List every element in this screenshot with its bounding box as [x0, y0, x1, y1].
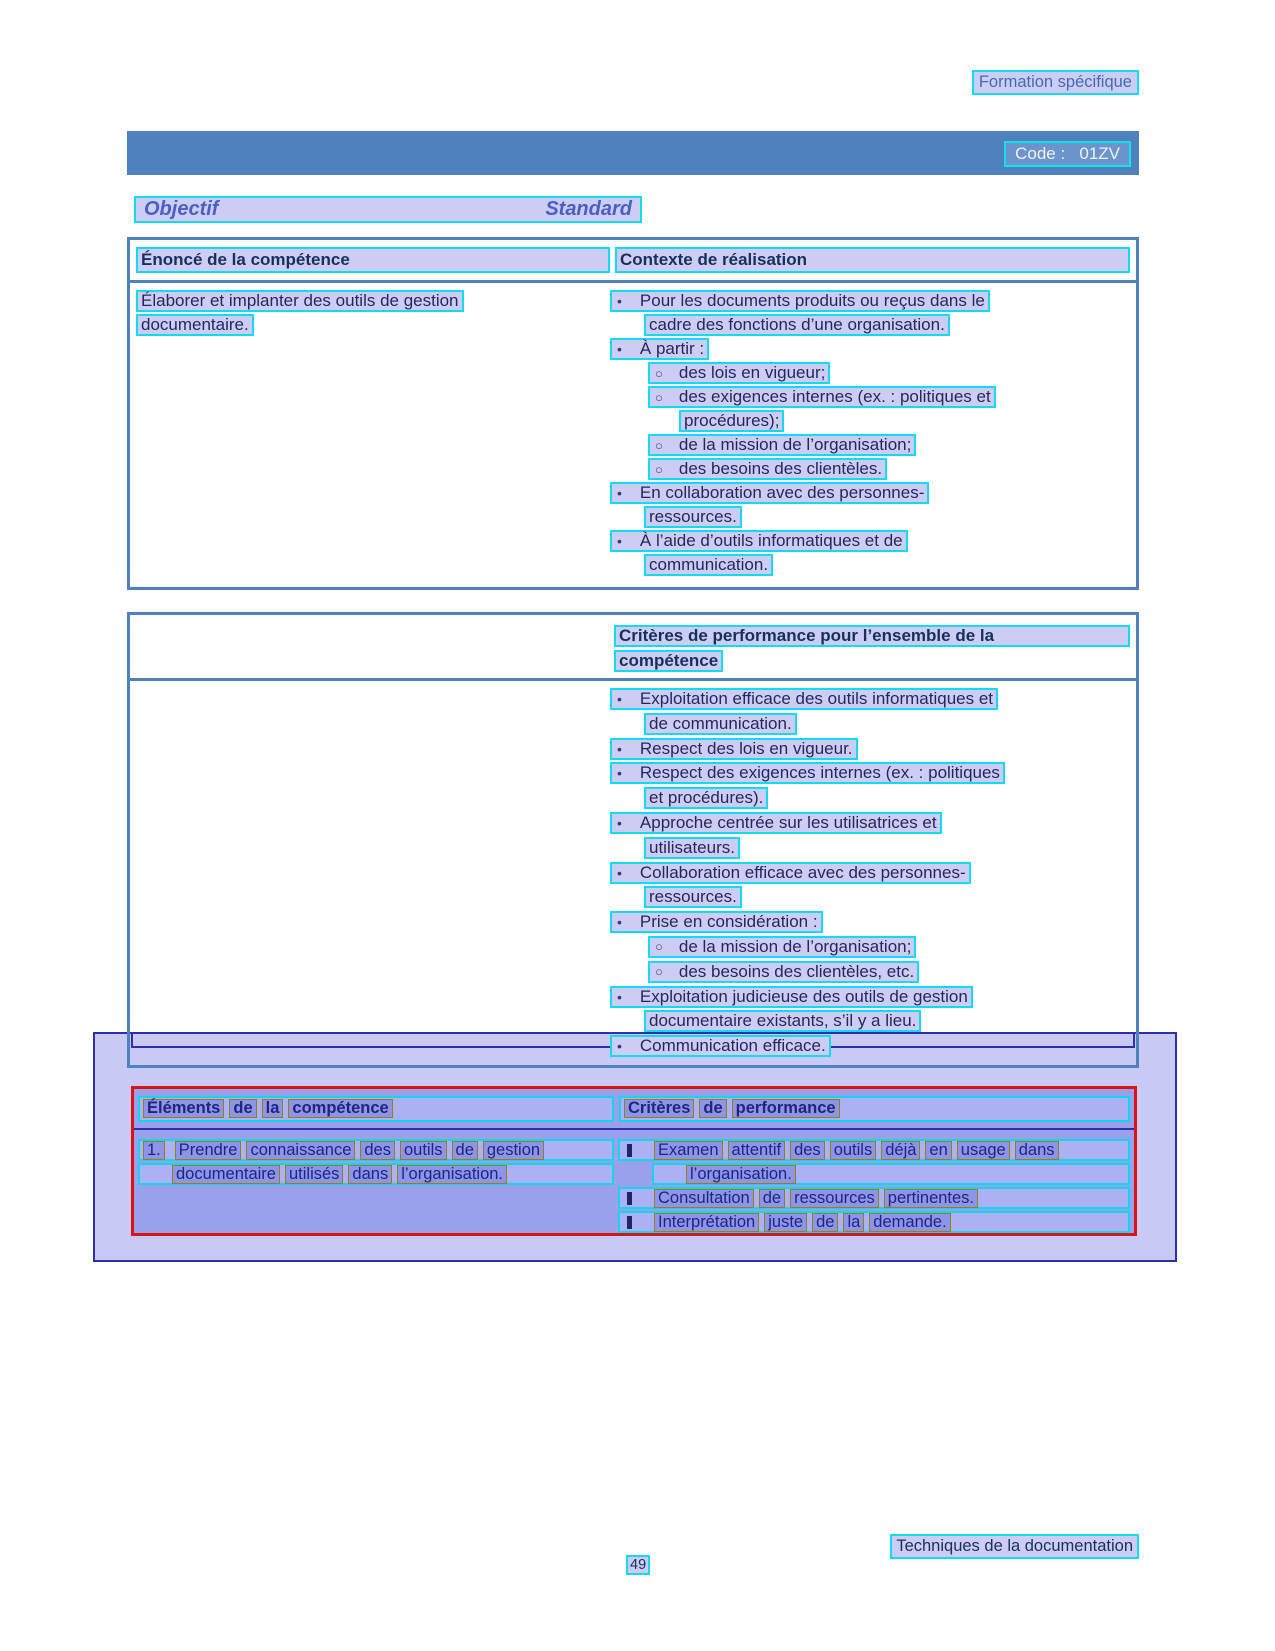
- list-line: [610, 812, 1130, 837]
- bullet-icon: •: [617, 341, 622, 357]
- word-box: l’organisation.: [686, 1165, 796, 1184]
- table-enonce-contexte: [127, 237, 1139, 590]
- word-box: compétence: [288, 1099, 392, 1118]
- text: À l’aide d’outils informatiques et de: [639, 531, 903, 550]
- list-line: [644, 314, 1130, 338]
- table2-header-row: [130, 615, 1136, 681]
- text-highlight: [679, 410, 784, 432]
- text: Exploitation judicieuse des outils de gestion: [639, 986, 968, 1006]
- word-box: de: [452, 1141, 478, 1160]
- word-box: Éléments: [143, 1099, 224, 1118]
- bullet-icon: •: [617, 485, 622, 501]
- objectif-standard-band: [134, 196, 642, 223]
- text-highlight: [652, 1163, 1130, 1185]
- text: À partir :: [639, 339, 705, 358]
- bullet-icon: •: [617, 814, 622, 831]
- text-highlight: [644, 837, 740, 859]
- bullet-icon: •: [617, 914, 622, 931]
- list-line: [648, 961, 1130, 986]
- table2-body: [130, 681, 1136, 1060]
- word-box: Critères: [624, 1099, 694, 1118]
- text: de la mission de l’organisation;: [678, 936, 912, 956]
- table2-cell-left-empty: [136, 688, 610, 1060]
- list-line: [618, 1139, 1130, 1163]
- table1-header-row: [130, 240, 1136, 283]
- list-line: [614, 625, 1130, 650]
- list-line: [610, 738, 1130, 763]
- word-box: gestion: [483, 1141, 544, 1160]
- bullet-icon: •: [617, 864, 622, 881]
- table3-cell-element: [138, 1139, 614, 1235]
- bullet-icon: [627, 1192, 632, 1205]
- text: cadre des fonctions d’une organisation.: [649, 315, 945, 334]
- word-box: déjà: [881, 1141, 920, 1160]
- table3-header-right: [619, 1096, 1130, 1122]
- text: Pour les documents produits ou reçus dans le: [639, 291, 985, 310]
- text-highlight: [136, 290, 464, 312]
- word-box: Consultation: [654, 1189, 754, 1208]
- standard-label: Standard: [545, 198, 632, 220]
- list-line: [648, 434, 1130, 458]
- list-line: [679, 410, 1130, 434]
- list-line: [644, 554, 1130, 578]
- text: utilisateurs.: [649, 837, 735, 857]
- table2-header-right: [614, 625, 1130, 678]
- text: des lois en vigueur;: [678, 363, 826, 382]
- text-highlight: [610, 911, 823, 933]
- list-line: [610, 338, 1130, 362]
- text-highlight: [138, 1139, 614, 1161]
- list-line: [610, 482, 1130, 506]
- word-box: de: [812, 1213, 838, 1232]
- objectif-label: Objectif: [144, 198, 219, 220]
- word-box: performance: [732, 1099, 840, 1118]
- bullet-icon: ○: [655, 939, 663, 955]
- table1-cell-contexte: [610, 290, 1130, 578]
- list-line: [648, 386, 1130, 410]
- text: Approche centrée sur les utilisatrices et: [639, 812, 937, 832]
- list-line: [648, 936, 1130, 961]
- text-highlight: [644, 314, 950, 336]
- list-line: [610, 762, 1130, 787]
- word-box: de: [759, 1189, 785, 1208]
- text-highlight: [610, 762, 1005, 784]
- word-box: dans: [348, 1165, 392, 1184]
- text-highlight: [648, 434, 916, 456]
- text-highlight: [610, 986, 973, 1008]
- table1-header-left: Énoncé de la compétence: [136, 247, 610, 273]
- table3-header-row: [134, 1089, 1134, 1130]
- text: des besoins des clientèles, etc.: [678, 961, 915, 981]
- text-highlight: [644, 787, 768, 809]
- text: et procédures).: [649, 788, 764, 808]
- table2-header-line2: compétence: [614, 650, 723, 672]
- text-highlight: [138, 1163, 614, 1185]
- text-highlight: [610, 1035, 831, 1057]
- bullet-icon: ○: [655, 437, 663, 453]
- list-line: [610, 862, 1130, 887]
- word-box: outils: [830, 1141, 877, 1160]
- text: Exploitation efficace des outils informatiques et: [639, 689, 994, 708]
- word-box: de: [229, 1099, 256, 1118]
- item-number: 1.: [143, 1141, 165, 1160]
- list-line: [138, 1139, 614, 1163]
- page-number: 49: [626, 1555, 650, 1575]
- text-highlight: [644, 506, 742, 528]
- text: de la mission de l’organisation;: [678, 435, 912, 454]
- list-line: [652, 1163, 1130, 1187]
- blue-title-bar: [127, 131, 1139, 175]
- text: Élaborer et implanter des outils de gestion: [141, 291, 459, 310]
- list-line: [136, 314, 610, 338]
- word-box: pertinentes.: [884, 1189, 978, 1208]
- table2-header-left-empty: [136, 625, 614, 678]
- list-line: [138, 1163, 614, 1187]
- list-line: [644, 1010, 1130, 1035]
- word-box: juste: [764, 1213, 807, 1232]
- word-box: des: [360, 1141, 395, 1160]
- text-highlight: [648, 458, 887, 480]
- list-line: [644, 837, 1130, 862]
- bullet-icon: •: [617, 293, 622, 309]
- text-highlight: [618, 1187, 1130, 1209]
- text-highlight: [644, 713, 797, 735]
- word-box: Prendre: [175, 1141, 242, 1160]
- text: documentaire.: [141, 315, 249, 334]
- text: Respect des lois en vigueur.: [639, 738, 853, 758]
- text: des exigences internes (ex. : politiques et: [678, 387, 991, 406]
- bullet-icon: [627, 1216, 632, 1229]
- bullet-icon: •: [617, 691, 622, 707]
- word-box: ressources: [790, 1189, 879, 1208]
- list-line: [614, 650, 1130, 675]
- list-line: [610, 530, 1130, 554]
- word-box: Examen: [654, 1141, 723, 1160]
- text-highlight: [610, 812, 942, 834]
- list-line: [648, 362, 1130, 386]
- bullet-icon: •: [617, 988, 622, 1005]
- list-line: [610, 986, 1130, 1011]
- list-line: [610, 290, 1130, 314]
- text: documentaire existants, s’il y a lieu.: [649, 1011, 917, 1031]
- code-badge: Code : 01ZV: [1004, 141, 1131, 167]
- bullet-icon: ○: [655, 389, 663, 405]
- text: procédures);: [684, 411, 780, 430]
- word-box: la: [843, 1213, 864, 1232]
- text: Collaboration efficace avec des personnes-: [639, 862, 966, 882]
- list-line: [644, 886, 1130, 911]
- text-highlight: [610, 688, 998, 710]
- text-highlight: [610, 738, 858, 760]
- text-highlight: [648, 386, 996, 408]
- word-box: utilisés: [285, 1165, 343, 1184]
- list-line: [618, 1187, 1130, 1211]
- table-elements-competence: [131, 1086, 1137, 1236]
- list-line: [644, 713, 1130, 738]
- table-criteres-ensemble: [127, 612, 1139, 1068]
- table3-header-left: [138, 1096, 614, 1122]
- text-highlight: [610, 290, 990, 312]
- text-highlight: [610, 862, 971, 884]
- table1-header-right: Contexte de réalisation: [615, 247, 1130, 273]
- word-box: demande.: [869, 1213, 950, 1232]
- bullet-icon: [627, 1144, 632, 1157]
- text-highlight: [644, 886, 742, 908]
- text-highlight: [610, 530, 908, 552]
- table1-cell-enonce: [136, 290, 610, 578]
- word-box: connaissance: [246, 1141, 355, 1160]
- text: de communication.: [649, 713, 792, 733]
- text: Respect des exigences internes (ex. : politiques: [639, 763, 1000, 783]
- word-box: dans: [1015, 1141, 1059, 1160]
- word-box: l’organisation.: [397, 1165, 507, 1184]
- word-box: en: [925, 1141, 951, 1160]
- word-box: usage: [957, 1141, 1010, 1160]
- word-box: des: [790, 1141, 825, 1160]
- word-box: outils: [400, 1141, 447, 1160]
- bullet-icon: •: [617, 740, 622, 757]
- bullet-icon: ○: [655, 461, 663, 477]
- table1-body: [130, 283, 1136, 578]
- text-highlight: [648, 362, 830, 384]
- bullet-icon: ○: [655, 365, 663, 381]
- text: Communication efficace.: [639, 1036, 826, 1056]
- text-highlight: [648, 936, 916, 958]
- list-line: [610, 688, 1130, 713]
- text: des besoins des clientèles.: [678, 459, 883, 478]
- table3-cell-criteres: [618, 1139, 1130, 1235]
- bullet-icon: •: [617, 533, 622, 549]
- list-line: [610, 1035, 1130, 1060]
- text-highlight: [618, 1139, 1130, 1161]
- text: En collaboration avec des personnes-: [639, 483, 925, 502]
- text: ressources.: [649, 507, 737, 526]
- footer-program-name: Techniques de la documentation: [890, 1534, 1139, 1559]
- bullet-icon: ○: [655, 964, 663, 980]
- list-line: [644, 787, 1130, 812]
- bullet-icon: •: [617, 765, 622, 782]
- word-box: documentaire: [172, 1165, 280, 1184]
- word-box: de: [699, 1099, 726, 1118]
- word-box: Interprétation: [654, 1213, 759, 1232]
- text: Prise en considération :: [639, 912, 818, 932]
- text-highlight: [618, 1211, 1130, 1233]
- header-tag-formation-specifique: Formation spécifique: [972, 70, 1139, 95]
- list-line: [644, 506, 1130, 530]
- list-line: [618, 1211, 1130, 1235]
- table3-body: [134, 1130, 1134, 1235]
- word-box: la: [262, 1099, 284, 1118]
- text-highlight: [644, 554, 773, 576]
- text-highlight: [610, 338, 709, 360]
- text-highlight: [610, 482, 929, 504]
- text: ressources.: [649, 887, 737, 907]
- table2-cell-criteres: [610, 688, 1130, 1060]
- word-box: attentif: [728, 1141, 786, 1160]
- bullet-icon: •: [617, 1038, 622, 1055]
- text: communication.: [649, 555, 769, 574]
- text-highlight: [644, 1010, 921, 1032]
- table2-header-line1: Critères de performance pour l’ensemble de la: [614, 625, 1130, 647]
- list-line: [610, 911, 1130, 936]
- list-line: [648, 458, 1130, 482]
- text-highlight: [136, 314, 254, 336]
- text-highlight: [648, 961, 919, 983]
- list-line: [136, 290, 610, 314]
